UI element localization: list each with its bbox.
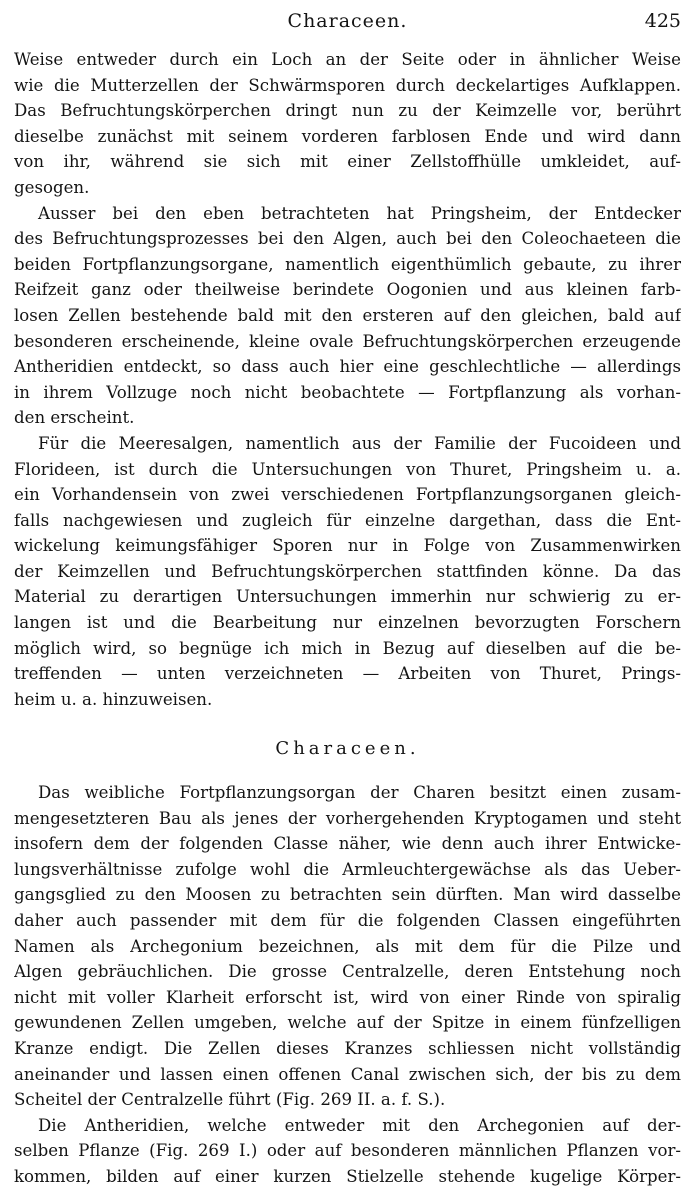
- text-line: Scheitel der Centralzelle führt (Fig. 269 II. a. f. S.).: [14, 1090, 446, 1110]
- text-line: lungsverhältnisse zufolge wohl die Armleuchtergewächse als das Ueber-: [14, 859, 681, 879]
- page-header: [0, 10, 695, 38]
- text-line: wickelung keimungsfähiger Sporen nur in Folge von Zusammenwirken: [14, 536, 681, 556]
- text-line: Ausser bei den eben betrachteten hat Pringsheim, der Entdecker: [38, 203, 681, 223]
- body-text: [14, 47, 681, 712]
- text-line: Weise entweder durch ein Loch an der Seite oder in ähnlicher Weise: [14, 50, 681, 69]
- text-line: der Keimzellen und Befruchtungskörperchen stattfinden könne. Da das: [14, 561, 681, 581]
- text-line: langen ist und die Bearbeitung nur einzelnen bevorzugten Forschern: [14, 613, 681, 633]
- running-title: Characeen.: [287, 10, 408, 32]
- text-line: den erscheint.: [14, 408, 135, 428]
- text-line: möglich wird, so begnüge ich mich in Bezug auf dieselben auf die be-: [14, 638, 681, 658]
- section-text: [14, 780, 681, 1190]
- text-line: Antheridien entdeckt, so dass auch hier eine geschlechtliche — allerdings: [14, 357, 681, 377]
- text-line: nicht mit voller Klarheit erforscht ist, wird von einer Rinde von spiralig: [14, 987, 681, 1007]
- text-line: gangsglied zu den Moosen zu betrachten sein dürften. Man wird dasselbe: [14, 885, 681, 905]
- section-heading: Characeen.: [275, 738, 420, 759]
- text-line: wie die Mutterzellen der Schwärmsporen durch deckelartiges Aufklappen.: [14, 75, 681, 95]
- text-line: kommen, bilden auf einer kurzen Stielzelle stehende kugelige Körper-: [14, 1166, 681, 1186]
- text-line: Namen als Archegonium bezeichnen, als mit dem für die Pilze und: [14, 936, 681, 956]
- text-line: treffenden — unten verzeichneten — Arbeiten von Thuret, Prings-: [14, 664, 681, 684]
- text-line: gewundenen Zellen umgeben, welche auf der Spitze in einem fünfzelligen: [14, 1013, 681, 1033]
- text-line: losen Zellen bestehende bald mit den ersteren auf den gleichen, bald auf: [14, 305, 681, 325]
- text-line: von ihr, während sie sich mit einer Zellstoffhülle umkleidet, auf-: [14, 152, 681, 172]
- text-line: heim u. a. hinzuweisen.: [14, 689, 213, 709]
- text-line: aneinander und lassen einen offenen Canal zwischen sich, der bis zu dem: [14, 1064, 681, 1084]
- text-line: Florideen, ist durch die Untersuchungen von Thuret, Pringsheim u. a.: [14, 459, 681, 479]
- text-line: daher auch passender mit dem für die folgenden Classen eingeführten: [14, 910, 681, 930]
- page-number: 425: [644, 10, 681, 32]
- text-line: falls nachgewiesen und zugleich für einzelne dargethan, dass die Ent-: [14, 510, 681, 530]
- text-line: gesogen.: [14, 177, 90, 197]
- text-line: in ihrem Vollzuge noch nicht beobachtete — Fortpflanzung als vorhan-: [14, 382, 681, 402]
- text-line: Für die Meeresalgen, namentlich aus der Familie der Fucoideen und: [38, 433, 681, 453]
- text-line: Material zu derartigen Untersuchungen immerhin nur schwierig zu er-: [14, 587, 681, 607]
- text-line: ein Vorhandensein von zwei verschiedenen Fortpflanzungsorganen gleich-: [14, 485, 681, 505]
- text-line: des Befruchtungsprozesses bei den Algen, auch bei den Coleochaeteen die: [14, 229, 681, 249]
- text-line: beiden Fortpflanzungsorgane, namentlich eigenthümlich gebaute, zu ihrer: [14, 254, 681, 274]
- text-line: Die Antheridien, welche entweder mit den Archegonien auf der-: [38, 1115, 681, 1135]
- text-line: mengesetzteren Bau als jenes der vorhergehenden Kryptogamen und steht: [14, 808, 681, 828]
- text-line: Das Befruchtungskörperchen dringt nun zu der Keimzelle vor, berührt: [14, 101, 681, 121]
- text-line: insofern dem der folgenden Classe näher, wie denn auch ihrer Entwicke-: [14, 834, 681, 854]
- text-line: selben Pflanze (Fig. 269 I.) oder auf besonderen männlichen Pflanzen vor-: [14, 1141, 681, 1161]
- text-line: Das weibliche Fortpflanzungsorgan der Charen besitzt einen zusam-: [38, 783, 681, 802]
- text-line: besonderen erscheinende, kleine ovale Befruchtungskörperchen erzeugende: [14, 331, 681, 351]
- text-line: Kranze endigt. Die Zellen dieses Kranzes schliessen nicht vollständig: [14, 1038, 681, 1058]
- text-line: dieselbe zunächst mit seinem vorderen farblosen Ende und wird dann: [14, 126, 681, 146]
- text-line: Algen gebräuchlichen. Die grosse Centralzelle, deren Entstehung noch: [14, 962, 681, 982]
- text-line: Reifzeit ganz oder theilweise berindete Oogonien und aus kleinen farb-: [14, 280, 681, 300]
